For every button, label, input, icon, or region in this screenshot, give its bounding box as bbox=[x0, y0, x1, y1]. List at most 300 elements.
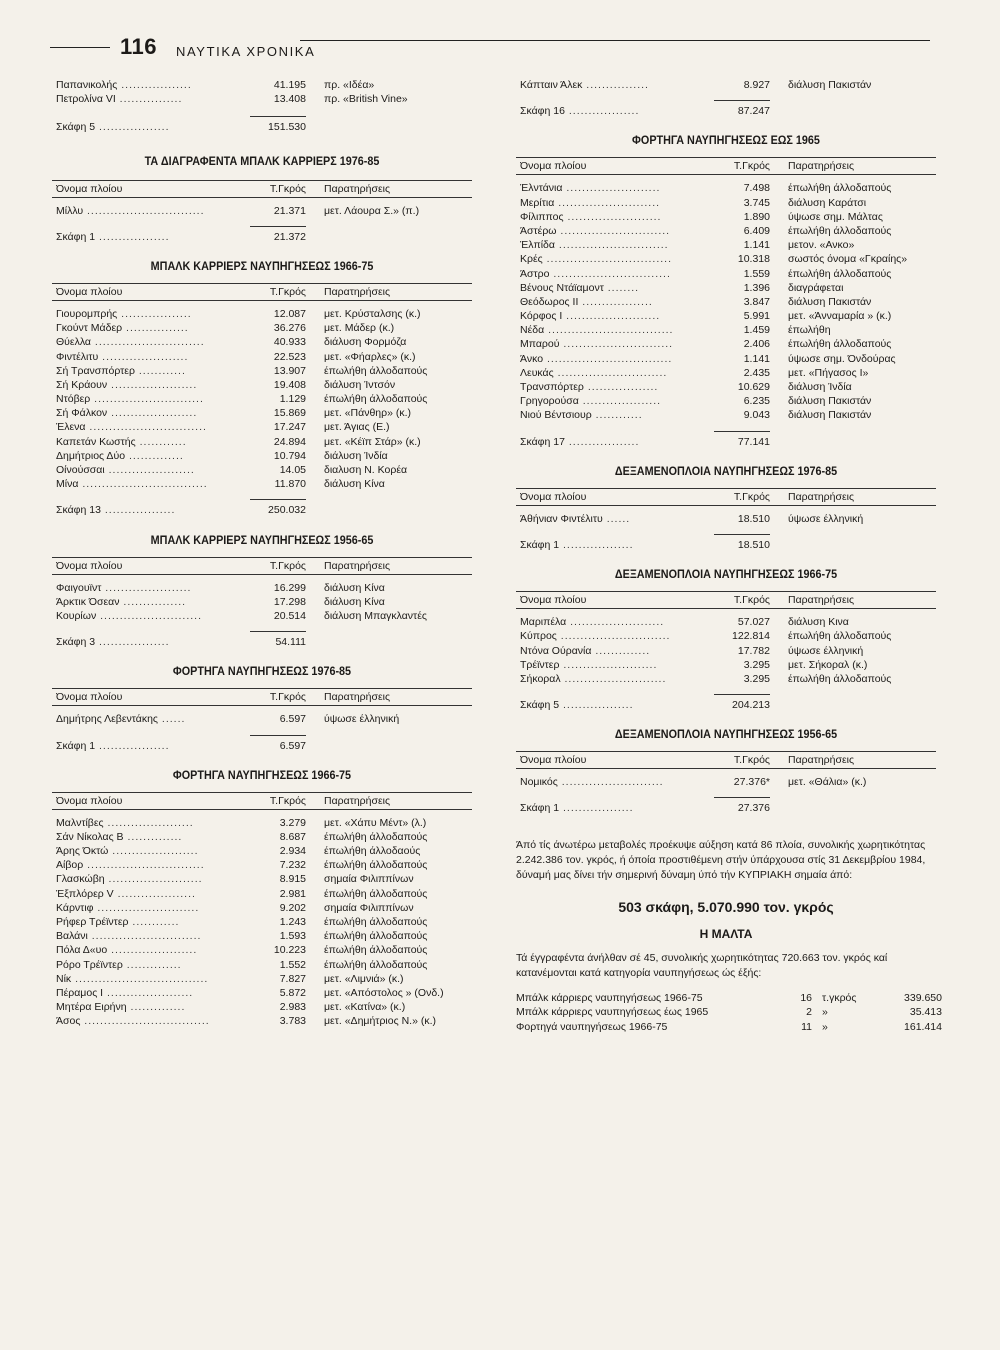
ship-name-text: Καπετάν Κωστής bbox=[56, 435, 136, 448]
remarks: έπωλήθη άλλοδαπούς bbox=[788, 338, 892, 351]
section-title: ΦΟΡΤΗΓΑ ΝΑΥΠΗΓΗΣΕΩΣ 1976-85 bbox=[172, 664, 352, 679]
ship-name-text: Σή Φάλκον bbox=[56, 407, 108, 420]
col-header-remarks: Παρατηρήσεις bbox=[324, 285, 391, 298]
remarks: πρ. «British Vine» bbox=[324, 93, 408, 106]
table-row bbox=[52, 1000, 472, 1014]
section-title: ΦΟΡΤΗΓΑ ΝΑΥΠΗΓΗΣΕΩΣ 1966-75 bbox=[172, 767, 352, 782]
table-row bbox=[516, 281, 936, 295]
section-title: ΔΕΞΑΜΕΝΟΠΛΟΙΑ ΝΑΥΠΗΓΗΣΕΩΣ 1956-65 bbox=[614, 727, 838, 742]
ship-name-text: Γιουρομπρής bbox=[56, 307, 118, 320]
total-label-text: Σκάφη 1 bbox=[56, 739, 96, 752]
section bbox=[52, 258, 472, 518]
total-fleet-headline: 503 σκάφη, 5.070.990 τον. γκρός bbox=[618, 898, 834, 915]
leader-dots: ...................... bbox=[107, 407, 198, 420]
total-tonnage: 204.213 bbox=[732, 699, 770, 712]
leader-dots: .......................... bbox=[557, 776, 664, 789]
table-row bbox=[516, 775, 936, 789]
gross-tonnage: 1.243 bbox=[279, 916, 306, 928]
ship-name bbox=[56, 986, 236, 1000]
malta-tonnage: 161.414 bbox=[904, 1020, 942, 1033]
ship-name bbox=[56, 929, 236, 943]
ship-name-text: Ντόβερ bbox=[56, 393, 91, 406]
leader-dots: .................... bbox=[113, 887, 196, 900]
ship-name bbox=[520, 366, 700, 380]
col-header-tonnage: Τ.Γκρός bbox=[269, 182, 306, 195]
leader-dots: ...................... bbox=[104, 464, 195, 476]
remarks: διάλυση Πακιστάν bbox=[788, 409, 872, 422]
ship-name-text: Γρηγορούσα bbox=[520, 395, 579, 408]
ship-name-text: Άρης Όκτώ bbox=[56, 845, 109, 858]
total-tonnage: 77.141 bbox=[737, 435, 770, 448]
ship-name bbox=[520, 210, 700, 224]
remarks: σημαία Φιλιππίνων bbox=[324, 901, 414, 914]
gross-tonnage: 10.794 bbox=[273, 449, 306, 462]
gross-tonnage: 10.629 bbox=[737, 381, 770, 393]
gross-tonnage: 3.745 bbox=[743, 196, 770, 209]
ship-name bbox=[520, 352, 700, 366]
leader-dots: ...................... bbox=[98, 350, 189, 363]
ship-name bbox=[56, 595, 236, 609]
table-row bbox=[516, 224, 936, 238]
leader-dots: .................. bbox=[559, 538, 634, 551]
col-header-remarks: Παρατηρήσεις bbox=[788, 754, 855, 767]
gross-tonnage: 3.783 bbox=[279, 1015, 306, 1028]
col-header-name: Όνομα πλοίου bbox=[56, 559, 123, 572]
total-rule bbox=[714, 100, 770, 101]
gross-tonnage: 14.05 bbox=[279, 464, 306, 476]
total-tonnage: 87.247 bbox=[737, 105, 770, 118]
table-header bbox=[516, 157, 936, 175]
table-row bbox=[52, 92, 472, 106]
remarks: ύψωσε έλληνική bbox=[788, 644, 864, 657]
ship-name bbox=[56, 321, 236, 335]
gross-tonnage: 10.223 bbox=[273, 944, 306, 957]
leader-dots: .......................... bbox=[93, 901, 200, 914]
remarks: μετ. Λάουρα Σ.» (π.) bbox=[324, 204, 420, 217]
table-row bbox=[516, 408, 936, 422]
remarks: διάλυση Καράτσι bbox=[788, 196, 867, 209]
gross-tonnage: 8.687 bbox=[279, 830, 306, 843]
leader-dots: ...................... bbox=[103, 986, 194, 999]
table-row bbox=[516, 196, 936, 210]
total-row bbox=[516, 538, 936, 552]
malta-unit: » bbox=[822, 1020, 828, 1033]
table-row bbox=[52, 378, 472, 392]
remarks: πρ. «Ιδέα» bbox=[324, 79, 375, 91]
leader-dots: .................. bbox=[95, 121, 170, 134]
ship-name bbox=[56, 378, 236, 392]
remarks: διάλυση Ίντσόν bbox=[324, 378, 396, 391]
table-row bbox=[52, 477, 472, 491]
table-row bbox=[52, 972, 472, 986]
gross-tonnage: 7.498 bbox=[743, 182, 770, 195]
leader-dots: .............. bbox=[591, 644, 651, 657]
ship-name bbox=[520, 181, 700, 195]
total-rule bbox=[714, 694, 770, 695]
gross-tonnage: 57.027 bbox=[737, 616, 770, 629]
col-header-name: Όνομα πλοίου bbox=[56, 285, 123, 298]
leader-dots: .................................. bbox=[71, 972, 209, 985]
leader-dots: .................. bbox=[95, 230, 170, 243]
ship-name bbox=[520, 615, 700, 629]
section bbox=[52, 532, 472, 650]
ship-name bbox=[520, 78, 700, 92]
ship-name bbox=[56, 420, 236, 434]
left-column bbox=[52, 78, 472, 1029]
ship-name-text: Οίνούσσαι bbox=[56, 464, 105, 476]
table-row bbox=[516, 380, 936, 394]
total-label-text: Σκάφη 1 bbox=[520, 802, 560, 815]
section-title: ΜΠΑΛΚ ΚΑΡΡΙΕΡΣ ΝΑΥΠΗΓΗΣΕΩΣ 1966-75 bbox=[150, 258, 374, 273]
total-row bbox=[52, 739, 472, 753]
total-row bbox=[52, 120, 472, 134]
gross-tonnage: 1.559 bbox=[743, 267, 770, 280]
table-header bbox=[52, 283, 472, 301]
leader-dots: .................. bbox=[578, 295, 653, 308]
total-label bbox=[520, 698, 700, 712]
ship-name-text: Ρήφερ Τρέϊντερ bbox=[56, 916, 129, 928]
ship-name bbox=[520, 323, 700, 337]
ship-name-text: Κόρφος Ι bbox=[520, 310, 563, 323]
table-row bbox=[516, 394, 936, 408]
ship-name bbox=[520, 267, 700, 281]
ship-name bbox=[56, 350, 236, 364]
table-row bbox=[516, 629, 936, 643]
gross-tonnage: 1.396 bbox=[743, 281, 770, 294]
col-header-name: Όνομα πλοίου bbox=[520, 160, 587, 173]
ship-name bbox=[520, 337, 700, 351]
col-header-name: Όνομα πλοίου bbox=[520, 754, 587, 767]
ship-name bbox=[56, 943, 236, 957]
gross-tonnage: 10.318 bbox=[737, 253, 770, 266]
ship-name bbox=[520, 644, 700, 658]
gross-tonnage: 22.523 bbox=[273, 350, 306, 363]
leader-dots: ................ bbox=[119, 595, 187, 608]
total-label bbox=[520, 435, 700, 449]
total-label bbox=[56, 635, 236, 649]
table-row bbox=[516, 512, 936, 526]
section-title: ΜΠΑΛΚ ΚΑΡΡΙΕΡΣ ΝΑΥΠΗΓΗΣΕΩΣ 1956-65 bbox=[150, 532, 374, 547]
remarks: διάλυση Πακιστάν bbox=[788, 79, 872, 91]
remarks: μετ. «Απόστολος » (Ονδ.) bbox=[324, 986, 444, 999]
total-tonnage: 18.510 bbox=[737, 538, 770, 551]
remarks: διάλυση Φορμόζα bbox=[324, 336, 407, 349]
malta-tonnage: 339.650 bbox=[904, 991, 942, 1004]
gross-tonnage: 9.202 bbox=[279, 901, 306, 914]
leader-dots: .............. bbox=[122, 958, 182, 971]
leader-dots: ............................ bbox=[554, 239, 669, 252]
remarks: έπωλήθη άλλοδαπούς bbox=[788, 630, 892, 643]
remarks: έπωλήθη άλλοδαπούς bbox=[324, 859, 428, 872]
gross-tonnage: 5.991 bbox=[743, 310, 770, 323]
leader-dots: .............. bbox=[126, 1001, 186, 1014]
table-row bbox=[516, 658, 936, 672]
ship-name-text: Έλπίδα bbox=[520, 239, 555, 252]
table-row bbox=[516, 337, 936, 351]
total-rule bbox=[250, 631, 306, 632]
total-label-text: Σκάφη 5 bbox=[56, 121, 96, 134]
total-label-text: Σκάφη 17 bbox=[520, 435, 565, 448]
leader-dots: ................................ bbox=[542, 253, 672, 266]
ship-name bbox=[520, 380, 700, 394]
total-row bbox=[52, 635, 472, 649]
ship-name-text: Θεόδωρος ΙΙ bbox=[520, 295, 579, 308]
remarks: έπωλήθη άλλοδαπούς bbox=[788, 224, 892, 237]
col-header-tonnage: Τ.Γκρός bbox=[269, 691, 306, 704]
leader-dots: .............................. bbox=[83, 859, 205, 872]
ship-name-text: Κάπταιν Άλεκ bbox=[520, 79, 583, 91]
leader-dots: ...................... bbox=[108, 845, 199, 858]
leader-dots: .......................... bbox=[96, 609, 202, 622]
leader-dots: .................. bbox=[559, 699, 634, 712]
section-title: ΔΕΞΑΜΕΝΟΠΛΟΙΑ ΝΑΥΠΗΓΗΣΕΩΣ 1976-85 bbox=[614, 463, 838, 478]
ship-name bbox=[56, 915, 236, 929]
table-row bbox=[516, 644, 936, 658]
total-label bbox=[56, 739, 236, 753]
section bbox=[516, 132, 936, 448]
gross-tonnage: 17.298 bbox=[273, 595, 306, 608]
total-label-text: Σκάφη 1 bbox=[520, 538, 560, 551]
ship-name bbox=[56, 449, 236, 463]
remarks: διάλυση Κίνα bbox=[324, 595, 385, 608]
ship-name-text: Άνκο bbox=[520, 352, 544, 365]
table-row bbox=[52, 449, 472, 463]
gross-tonnage: 1.459 bbox=[743, 324, 770, 337]
col-header-remarks: Παρατηρήσεις bbox=[324, 559, 391, 572]
table-row bbox=[516, 295, 936, 309]
leader-dots: ................ bbox=[115, 93, 183, 106]
total-rule bbox=[714, 534, 770, 535]
table-row bbox=[52, 986, 472, 1000]
table-row bbox=[52, 463, 472, 477]
total-row bbox=[52, 503, 472, 517]
remarks: έπωλήθη άλλοδαπούς bbox=[324, 830, 428, 843]
ship-name bbox=[56, 581, 236, 595]
remarks: έπωλήθη άλλοδαπούς bbox=[788, 267, 892, 280]
total-rule bbox=[714, 431, 770, 432]
leader-dots: ............ bbox=[128, 916, 180, 928]
total-tonnage: 6.597 bbox=[279, 739, 306, 752]
leader-dots: ........................ bbox=[562, 310, 661, 323]
leader-dots: .............. bbox=[125, 449, 184, 462]
remarks: μετ. «Δημήτριος Ν.» (κ.) bbox=[324, 1015, 436, 1028]
gross-tonnage: 13.408 bbox=[273, 93, 306, 106]
gross-tonnage: 7.232 bbox=[279, 859, 306, 872]
remarks: έπωλήθη bbox=[788, 324, 831, 337]
ship-name-text: Μαλντίβες bbox=[56, 816, 104, 829]
total-row bbox=[52, 230, 472, 244]
table-row bbox=[52, 858, 472, 872]
ship-name-text: Νίκ bbox=[56, 972, 72, 985]
gross-tonnage: 1.141 bbox=[743, 352, 770, 365]
leader-dots: ...... bbox=[158, 713, 186, 726]
ship-name bbox=[56, 78, 236, 92]
ship-name-text: Κρές bbox=[520, 253, 543, 266]
malta-count: 11 bbox=[801, 1020, 812, 1033]
table-row bbox=[52, 929, 472, 943]
leader-dots: .................. bbox=[117, 79, 192, 91]
total-rule bbox=[250, 735, 306, 736]
remarks: διαλυση Ν. Κορέα bbox=[324, 464, 408, 476]
ship-name-text: Έλενα bbox=[56, 421, 86, 434]
ship-name-text: Πόλα Δ«υο bbox=[56, 944, 108, 957]
gross-tonnage: 40.933 bbox=[273, 336, 306, 349]
leader-dots: .............................. bbox=[549, 267, 671, 280]
table-row bbox=[52, 335, 472, 349]
gross-tonnage: 19.408 bbox=[273, 378, 306, 391]
table-row bbox=[52, 435, 472, 449]
col-header-remarks: Παρατηρήσεις bbox=[788, 160, 855, 173]
ship-name bbox=[56, 858, 236, 872]
gross-tonnage: 3.295 bbox=[743, 658, 770, 671]
ship-name-text: Σή Κράουν bbox=[56, 378, 108, 391]
leader-dots: .............................. bbox=[83, 204, 205, 217]
ship-name-text: Μπαρού bbox=[520, 338, 560, 351]
leader-dots: ............ bbox=[134, 364, 186, 377]
gross-tonnage: 18.510 bbox=[737, 512, 770, 525]
malta-category: Φορτηγά ναυπηγήσεως 1966-75 bbox=[516, 1020, 668, 1033]
remarks: μετ. Άγιας (Ε.) bbox=[324, 421, 390, 434]
leader-dots: .................. bbox=[95, 739, 170, 752]
total-label bbox=[56, 230, 236, 244]
summary-block bbox=[516, 838, 942, 1035]
gross-tonnage: 3.847 bbox=[743, 295, 770, 308]
remarks: έπωλήθη άλλοδαπούς bbox=[324, 930, 428, 943]
ship-name bbox=[56, 307, 236, 321]
ship-name bbox=[56, 204, 236, 218]
total-row bbox=[516, 801, 936, 815]
ship-name-text: Κουρίων bbox=[56, 609, 97, 622]
table-row bbox=[52, 420, 472, 434]
ship-name-text: Νομικός bbox=[520, 776, 558, 789]
ship-name-text: Σήκοραλ bbox=[520, 672, 561, 685]
section bbox=[52, 767, 472, 1029]
ship-name bbox=[520, 408, 700, 422]
remarks: σωστός όνομα «Γκραίης» bbox=[788, 253, 908, 266]
table-row bbox=[52, 816, 472, 830]
malta-paragraph: Τά έγγραφέντα άνήλθαν σέ 45, συνολικής χωρητικότητας 720.663 τον. γκρός καί κατανέμονται κατά κατηγορία ναυπηγήσεως ώς έξής: bbox=[516, 951, 888, 979]
ship-name bbox=[520, 394, 700, 408]
ship-name-text: Έξπλόρερ V bbox=[56, 887, 114, 900]
table-row bbox=[52, 307, 472, 321]
remarks: μετ. «Θάλια» (κ.) bbox=[788, 776, 867, 789]
remarks: έπωλήθη άλλοδαπούς bbox=[324, 916, 428, 928]
section bbox=[52, 153, 472, 244]
remarks: έπωλήθη άλλοδαπούς bbox=[324, 887, 428, 900]
table-header bbox=[516, 591, 936, 609]
gross-tonnage: 2.435 bbox=[743, 366, 770, 379]
remarks: μετ. Κρύσταλσης (κ.) bbox=[324, 307, 421, 320]
ship-name bbox=[56, 92, 236, 106]
ship-name bbox=[56, 406, 236, 420]
remarks: διαγράφεται bbox=[788, 281, 844, 294]
ship-name-text: Μίλλυ bbox=[56, 204, 84, 217]
leader-dots: ...... bbox=[602, 512, 631, 525]
ship-name bbox=[520, 196, 700, 210]
remarks: διάλυση Ίνδία bbox=[788, 381, 852, 393]
total-label bbox=[56, 503, 236, 517]
ship-name-text: Παπανικολής bbox=[56, 79, 118, 91]
ship-name bbox=[56, 392, 236, 406]
table-row bbox=[52, 872, 472, 886]
total-rule bbox=[250, 499, 306, 500]
ship-name-text: Γκούντ Μάδερ bbox=[56, 322, 123, 335]
ship-name bbox=[520, 672, 700, 686]
ship-name bbox=[56, 609, 236, 623]
table-row bbox=[516, 323, 936, 337]
leader-dots: ............................ bbox=[556, 630, 671, 643]
total-tonnage: 151.530 bbox=[268, 121, 306, 134]
section-title: ΔΕΞΑΜΕΝΟΠΛΟΙΑ ΝΑΥΠΗΓΗΣΕΩΣ 1966-75 bbox=[614, 567, 838, 582]
ship-name bbox=[520, 252, 700, 266]
ship-name-text: Φίλιππος bbox=[520, 210, 564, 223]
table-row bbox=[52, 609, 472, 623]
table-row bbox=[52, 204, 472, 218]
gross-tonnage: 16.299 bbox=[273, 581, 306, 594]
leader-dots: ........................ bbox=[559, 658, 658, 671]
total-row bbox=[516, 698, 936, 712]
ship-name-text: Αίβορ bbox=[56, 859, 84, 872]
leader-dots: ............................ bbox=[559, 338, 674, 351]
malta-row bbox=[516, 1005, 942, 1020]
gross-tonnage: 17.247 bbox=[273, 421, 306, 434]
summary-paragraph: Άπό τίς άνωτέρω μεταβολές προέκυψε αύξηση κατά 86 πλοία, συνολικής χωρητικότητας 2.242.386 τον. γκρός, ή όποία προστιθέμενη στήν ύπάρχουσα στίς 31 Δεκεμβρίου 1984, δύναμή μας δίνει τήν σημερινή δύναμη ύπό τήν ΚΥΠΡΙΑΚΗ σημαία άπό: bbox=[516, 838, 926, 881]
table-row bbox=[52, 830, 472, 844]
ship-name-text: Κύπρος bbox=[520, 630, 557, 643]
gross-tonnage: 1.141 bbox=[743, 239, 770, 252]
remarks: μετ. «Πάνθηρ» (κ.) bbox=[324, 407, 412, 420]
col-header-remarks: Παρατηρήσεις bbox=[788, 490, 855, 503]
total-tonnage: 27.376 bbox=[737, 802, 770, 815]
ship-name-text: Σάν Νίκολας Β bbox=[56, 830, 124, 843]
ship-name-text: Σή Τρανσπόρτερ bbox=[56, 364, 135, 377]
gross-tonnage: 5.872 bbox=[279, 986, 306, 999]
gross-tonnage: 20.514 bbox=[273, 609, 306, 622]
table-row bbox=[52, 712, 472, 726]
table-row bbox=[52, 915, 472, 929]
gross-tonnage: 24.894 bbox=[273, 435, 306, 448]
malta-title: Η ΜΑΛΤΑ bbox=[699, 926, 753, 941]
ship-name-text: Άρκτικ Όσεαν bbox=[56, 595, 120, 608]
leader-dots: .................. bbox=[564, 435, 640, 448]
ship-name-text: Μαριπέλα bbox=[520, 616, 567, 629]
leader-dots: ............................ bbox=[91, 336, 205, 349]
total-tonnage: 250.032 bbox=[268, 504, 306, 517]
leader-dots: ............ bbox=[135, 435, 187, 448]
ship-name bbox=[56, 712, 236, 726]
ship-name-text: Λευκάς bbox=[520, 366, 554, 379]
ship-name-text: Κάρντιφ bbox=[56, 901, 94, 914]
ship-name-text: Τρέϊντερ bbox=[520, 658, 560, 671]
leader-dots: ...................... bbox=[103, 816, 194, 829]
leader-dots: ............................ bbox=[556, 224, 671, 237]
section-title: ΤΑ ΔΙΑΓΡΑΦΕΝΤΑ ΜΠΑΛΚ ΚΑΡΡΙΕΡΣ 1976-85 bbox=[144, 153, 380, 168]
table-row bbox=[52, 958, 472, 972]
table-row bbox=[52, 595, 472, 609]
gross-tonnage: 13.907 bbox=[273, 364, 306, 377]
table-row bbox=[516, 352, 936, 366]
total-label bbox=[520, 104, 700, 118]
col-header-tonnage: Τ.Γκρός bbox=[733, 754, 770, 767]
ship-name-text: Φιντέλιτυ bbox=[56, 350, 99, 363]
leader-dots: .................... bbox=[578, 395, 662, 408]
ship-name-text: Βένους Ντάϊαμοντ bbox=[520, 281, 604, 294]
ship-name-text: Πετρολίνα VI bbox=[56, 93, 116, 106]
section bbox=[516, 463, 936, 552]
remarks: μετ. «Χάπυ Μέντ» (λ.) bbox=[324, 816, 427, 829]
malta-category: Μπάλκ κάρριερς ναυπηγήσεως 1966-75 bbox=[516, 991, 703, 1004]
leader-dots: ........ bbox=[603, 281, 640, 294]
